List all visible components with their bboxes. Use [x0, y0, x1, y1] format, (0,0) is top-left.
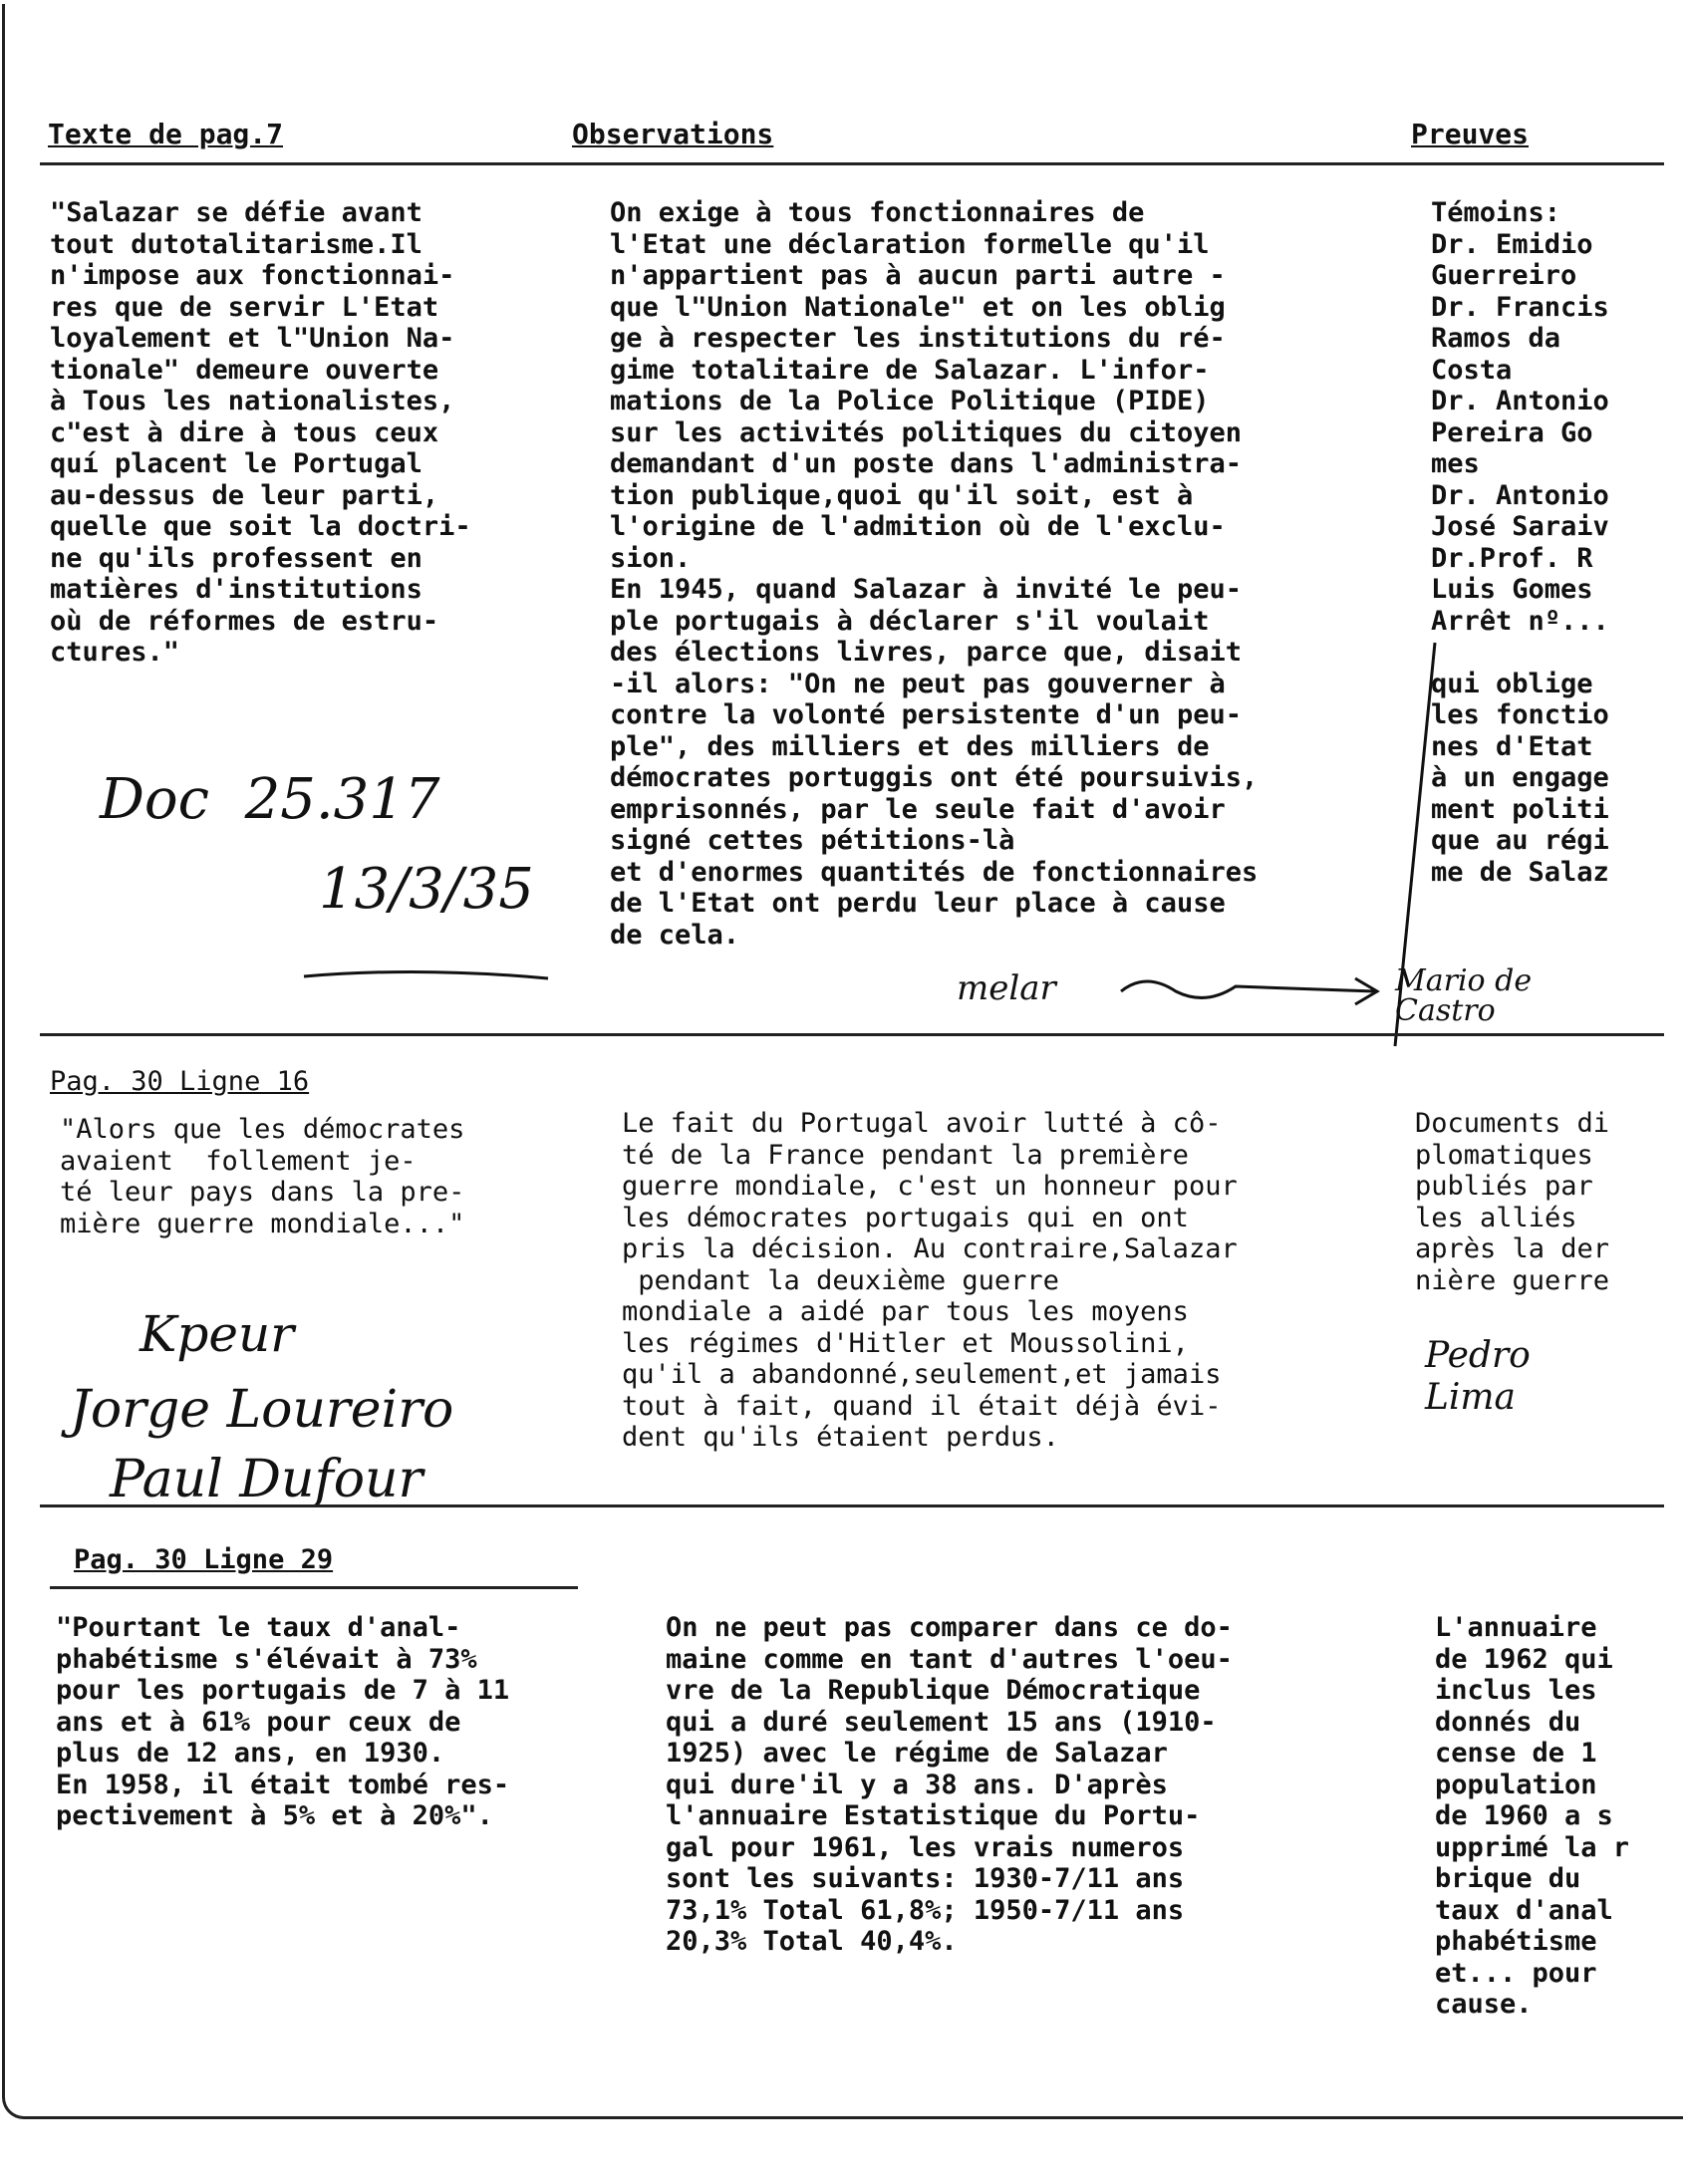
section-3-text: "Pourtant le taux d'anal- phabétisme s'élévait à 73% pour les portugais de 7 à 11 ans et à 61% pour ceux de plus de 12 ans, en 1930. En 1958, il était tombé res- pectivement à 5% et à 20%". — [56, 1612, 510, 1831]
handwritten-doc-ref: Doc 25.317 — [100, 767, 440, 832]
signature-2-line-2: Jorge Loureiro — [70, 1380, 454, 1440]
section-1-text: "Salazar se défie avant tout dutotalitarisme.Il n'impose aux fonctionnai- res que de servir L'Etat loyalement et l"Union Na- tionale" demeure ouverte à Tous les nationalistes, c"est à dire à tous ceux quí placent le Portugal au-dessus de leur parti, quelle que soit la doctri- ne qu'ils professent en matières d'institutions où de réformes de estru- ctures." — [50, 197, 471, 668]
column-header-observations: Observations — [572, 118, 774, 150]
section-3-heading: Pag. 30 Ligne 29 — [74, 1544, 334, 1575]
proof-signature-2: Pedro Lima — [1425, 1335, 1531, 1418]
section-rule-2 — [40, 1504, 1664, 1507]
signature-2-line-1: Kpeur — [140, 1305, 295, 1363]
section-2-heading: Pag. 30 Ligne 16 — [50, 1066, 310, 1097]
proof-signature-1: Mario de Castro — [1395, 963, 1533, 1028]
section-2-proofs: Documents di plomatiques publiés par les alliés après la der nière guerre — [1415, 1108, 1610, 1296]
column-header-proofs: Preuves — [1411, 118, 1530, 150]
section-2-text: "Alors que les démocrates avaient follement je- té leur pays dans la pre- mière guerre mondiale..." — [60, 1114, 465, 1239]
observation-signature-1: melar — [957, 968, 1056, 1008]
signature-arrow — [1116, 966, 1395, 1016]
section-1-proofs: Témoins: Dr. Emidio Guerreiro Dr. Francis Ramos da Costa Dr. Antonio Pereira Go mes Dr. Antonio José Saraiv Dr.Prof. R Luis Gomes Arrêt nº... qui oblige les fonctio nes d'Etat à un engage ment politi que au régi me de Salaz — [1431, 197, 1609, 888]
handwritten-underline — [299, 956, 558, 986]
header-rule — [40, 162, 1664, 165]
section-3-observations: On ne peut pas comparer dans ce do- maine comme en tant d'autres l'oeu- vre de la Republique Démocratique qui a duré seulement 15 ans (1910- 1925) avec le régime de Salazar qui dure'il y a 38 ans. D'après l'annuaire Estatistique du Portu- gal pour 1961, les vrais numeros sont les suivants: 1930-7/11 ans 73,1% Total 61,8%; 1950-7/11 ans 20,3% Total 40,4%. — [666, 1612, 1233, 1957]
signature-2-line-3: Paul Dufour — [110, 1450, 423, 1509]
section-rule-1 — [40, 1033, 1664, 1036]
section-3-proofs: L'annuaire de 1962 qui inclus les donnés du cense de 1 population de 1960 a s upprimé la r brique du taux d'anal phabétisme et... pour cause. — [1435, 1612, 1630, 2020]
section-1-observations: On exige à tous fonctionnaires de l'Etat une déclaration formelle qu'il n'appartient pas à aucun parti autre - que l"Union Nationale" et on les oblig ge à respecter les institutions du ré- gime totalitaire de Salazar. L'infor- mations de la Police Politique (PIDE) sur les activités politiques du citoyen demandant d'un poste dans l'administra- tion publique,quoi qu'il soit, est à l'origine de l'admition où de l'exclu- sion. En 1945, quand Salazar à invité le peu- ple portugais à déclarer s'il voulait des élections livres, parce que, disait -il alors: "On ne peut pas gouverner à contre la volonté persistente d'un peu- ple", des milliers et des milliers de démocrates portuggis ont été poursuivis, emprisonnés, par le seule fait d'avoir signé cettes pétitions-là et d'enormes quantités de fonctionnaires de l'Etat ont perdu leur place à cause de cela. — [610, 197, 1259, 951]
section-3-heading-rule — [50, 1586, 578, 1589]
section-2-observations: Le fait du Portugal avoir lutté à cô- té de la France pendant la première guerre mondiale, c'est un honneur pour les démocrates portugais qui en ont pris la décision. Au contraire,Salazar pendant la deuxième guerre mondiale a aidé par tous les moyens les régimes d'Hitler et Moussolini, qu'il a abandonné,seulement,et jamais tout à fait, quand il était déjà évi- dent qu'ils étaient perdus. — [622, 1108, 1238, 1453]
column-header-row — [0, 118, 1690, 157]
column-header-text: Texte de pag.7 — [48, 118, 284, 150]
handwritten-date: 13/3/35 — [319, 857, 534, 922]
